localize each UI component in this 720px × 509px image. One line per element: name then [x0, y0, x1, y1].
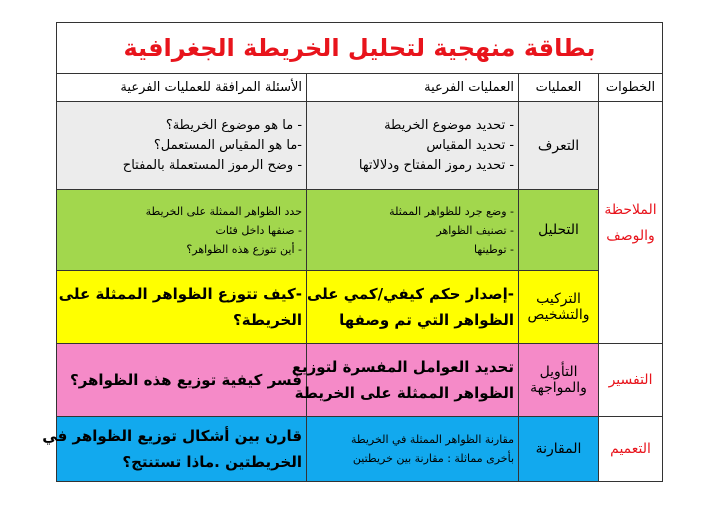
- question-line: الخريطة؟: [233, 311, 303, 330]
- question-line: - ما هو موضوع الخريطة؟: [165, 117, 303, 133]
- question-line: - صنفها داخل فئات: [215, 223, 303, 237]
- step-observation: الملاحظة والوصف: [599, 102, 663, 344]
- sub-op-line: - تحديد المقياس: [426, 137, 515, 153]
- question-line: - وضح الرموز المستعملة بالمفتاح: [122, 157, 303, 173]
- table-row: [57, 344, 663, 417]
- table-row: [57, 102, 663, 190]
- table-row: [57, 189, 663, 270]
- sub-op-line: تحديد العوامل المفسرة لتوزيع: [291, 358, 515, 377]
- question-line: -ما هو المقياس المستعمل؟: [153, 137, 303, 153]
- operation-comparison: المقارنة: [519, 417, 599, 482]
- sub-op-line: مقارنة الظواهر الممثلة في الخريطة: [350, 433, 515, 447]
- sub-op-line: - وضع جرد للظواهر الممثلة: [389, 204, 515, 218]
- sub-op-line: -إصدار حكم كيفي/كمي على: [306, 285, 515, 304]
- operation-identify: التعرف: [519, 102, 599, 190]
- questions-analysis: [57, 189, 307, 270]
- question-line: فسر كيفية توزيع هذه الظواهر؟: [70, 371, 303, 390]
- sub-op-line: - تحديد موضوع الخريطة: [384, 117, 515, 133]
- header-steps: الخطوات: [599, 74, 663, 102]
- question-line: قارن بين أشكال توزيع الظواهر في: [42, 427, 303, 446]
- operation-interpretation: التأويل والمواجهة: [519, 344, 599, 417]
- questions-identify: [57, 102, 307, 190]
- table-row: [57, 417, 663, 482]
- sub-op-line: - تصنيف الظواهر: [436, 223, 515, 237]
- table-row: [57, 271, 663, 344]
- questions-synthesis: [57, 271, 307, 344]
- sub-ops-analysis: [307, 189, 519, 270]
- header-questions: الأسئلة المرافقة للعمليات الفرعية: [57, 74, 307, 102]
- questions-comparison: [42, 417, 307, 482]
- sub-op-line: الظواهر التي تم وصفها: [339, 311, 515, 330]
- operation-synthesis: التركيب والتشخيص: [519, 271, 599, 344]
- step-interpretation: التفسير: [599, 344, 663, 417]
- question-line: الخريطتين .ماذا تستنتج؟: [122, 453, 303, 472]
- operation-analysis: التحليل: [519, 189, 599, 270]
- sub-op-line: - توطينها: [473, 242, 515, 256]
- page-title: بطاقة منهجية لتحليل الخريطة الجغرافية: [57, 23, 663, 74]
- questions-interpretation: [57, 344, 307, 417]
- header-sub-operations: العمليات الفرعية: [307, 74, 519, 102]
- sub-op-line: بأخرى مماثلة : مقارنة بين خريطتين: [352, 452, 515, 466]
- method-table: [42, 22, 663, 482]
- question-line: حدد الظواهر الممثلة على الخريطة: [145, 204, 303, 218]
- sub-ops-identify: [307, 102, 519, 190]
- header-row: [57, 74, 663, 102]
- sub-ops-interpretation: [291, 344, 519, 417]
- question-line: - أين تتوزع هذه الظواهر؟: [186, 242, 303, 256]
- sub-ops-comparison: [307, 417, 519, 482]
- sub-ops-synthesis: [307, 271, 519, 344]
- sub-op-line: - تحديد رموز المفتاح ودلالاتها: [358, 157, 515, 173]
- step-generalization: التعميم: [599, 417, 663, 482]
- header-operations: العمليات: [519, 74, 599, 102]
- question-line: -كيف تتوزع الظواهر الممثلة على: [58, 285, 303, 304]
- sub-op-line: الظواهر الممثلة على الخريطة: [294, 384, 515, 403]
